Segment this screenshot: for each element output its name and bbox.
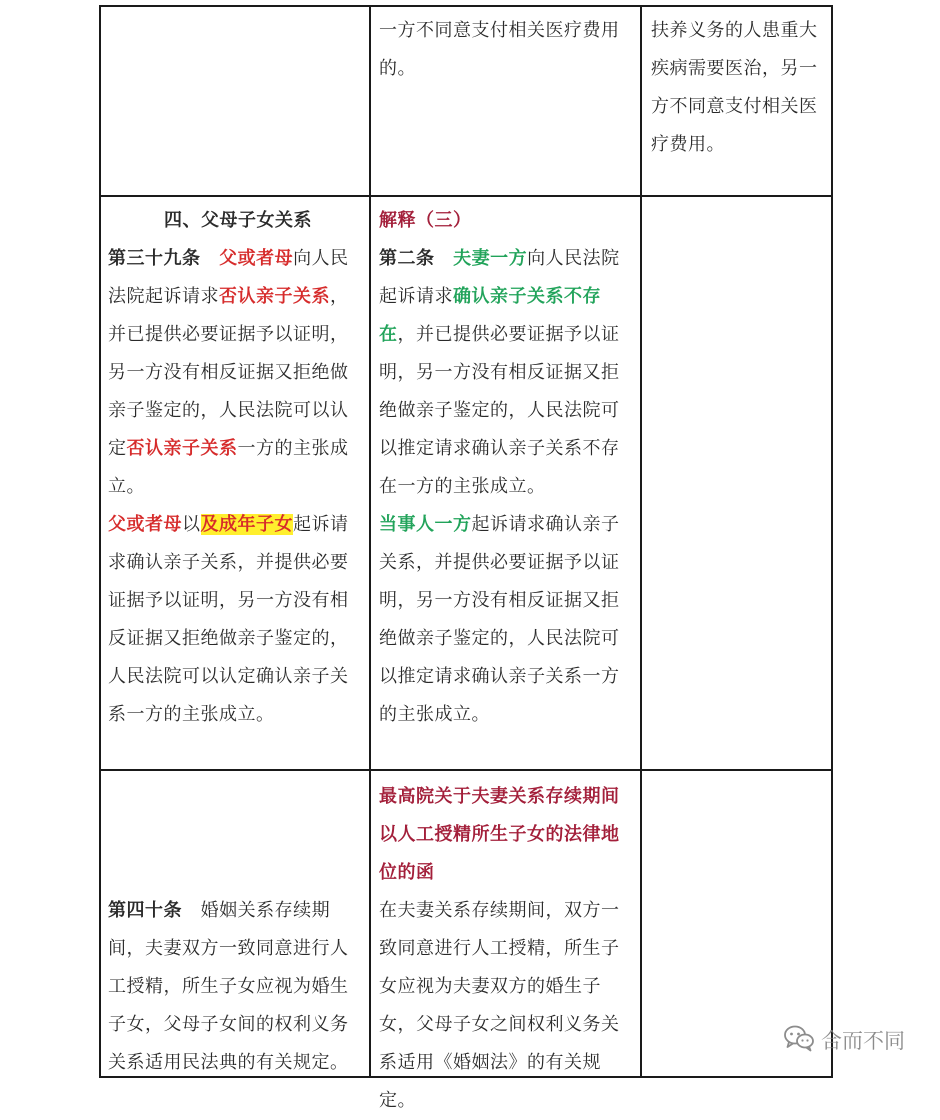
- text-line: 求确认亲子关系，并提供必要: [108, 552, 349, 573]
- text-span: 定: [108, 438, 127, 459]
- row1-col2-cell: [379, 12, 637, 88]
- text-span: 起诉请求: [379, 286, 453, 307]
- table-border-top: [99, 5, 833, 7]
- highlight-red: 父或者母: [219, 248, 294, 269]
- column-divider-1: [369, 5, 371, 1078]
- letter-title-line: 位的函: [379, 862, 435, 883]
- text-line: 亲子鉴定的，人民法院可以认: [108, 400, 349, 421]
- text-line: 明，另一方没有相反证据又拒: [379, 362, 620, 383]
- text-line: 致同意进行人工授精，所生子: [379, 938, 620, 959]
- column-divider-2: [640, 5, 642, 1078]
- text-line: 并已提供必要证据予以证明，: [108, 324, 349, 345]
- text-span: ，并已提供必要证据予以证: [397, 324, 620, 345]
- table-border-right: [831, 5, 833, 1078]
- article-39-label: 第三十九条: [108, 248, 201, 269]
- text-line: 绝做亲子鉴定的，人民法院可: [379, 400, 620, 421]
- comparison-table: [99, 5, 833, 1111]
- text-line: 以推定请求确认亲子关系不存: [379, 438, 620, 459]
- row-divider-2: [99, 769, 833, 771]
- text-line: 疾病需要医治，另一: [651, 58, 818, 79]
- text-line: 系一方的主张成立。: [108, 704, 275, 725]
- text-line: 的主张成立。: [379, 704, 490, 725]
- row-divider-1: [99, 195, 833, 197]
- text-line: 一方不同意支付相关医疗费用: [379, 20, 620, 41]
- text-span: 以: [182, 514, 201, 535]
- text-span: 一方的主张成: [237, 438, 349, 459]
- text-line: 人民法院可以认定确认亲子关: [108, 666, 349, 687]
- text-line: 方不同意支付相关医: [651, 96, 818, 117]
- highlight-yellow: 及成年子女: [200, 514, 293, 535]
- text-line: [108, 506, 368, 544]
- text-line: 的。: [379, 58, 416, 79]
- table-border-left: [99, 5, 101, 1078]
- text-line: 关系，并提供必要证据予以证: [379, 552, 620, 573]
- article-2-label: 第二条: [379, 248, 435, 269]
- text-line: [379, 316, 637, 354]
- text-line: 在一方的主张成立。: [379, 476, 546, 497]
- text-span: 向人民: [293, 248, 349, 269]
- text-span: 起诉请求确认亲子: [471, 514, 620, 535]
- highlight-red: 否认亲子关系: [219, 286, 330, 307]
- text-span: 婚姻关系存续期: [200, 900, 331, 921]
- text-span: ，: [330, 286, 349, 307]
- text-line: 以推定请求确认亲子关系一方: [379, 666, 620, 687]
- text-line: 在夫妻关系存续期间，双方一: [379, 900, 620, 921]
- highlight-green: 夫妻一方: [453, 248, 528, 269]
- text-line: 工授精，所生子女应视为婚生: [108, 976, 349, 997]
- text-line: 女应视为夫妻双方的婚生子: [379, 976, 601, 997]
- highlight-red: 父或者母: [108, 514, 182, 535]
- text-span: 法院起诉请求: [108, 286, 219, 307]
- row2-col2-cell: [379, 202, 637, 734]
- text-line: 另一方没有相反证据又拒绝做: [108, 362, 349, 383]
- letter-title-line: 最高院关于夫妻关系存续期间: [379, 786, 620, 807]
- text-line: 立。: [108, 476, 145, 497]
- text-line: 系适用《婚姻法》的有关规定。: [379, 1052, 601, 1111]
- text-span: 向人民法院: [527, 248, 620, 269]
- text-line: 明，另一方没有相反证据又拒: [379, 590, 620, 611]
- text-line: [108, 892, 368, 930]
- text-line: [108, 278, 368, 316]
- row2-col1-cell: [108, 202, 368, 734]
- text-line: 证据予以证明，另一方没有相: [108, 590, 349, 611]
- row3-col1-cell: [108, 892, 368, 1082]
- row1-col3-cell: [651, 12, 829, 164]
- text-line: 反证据又拒绝做亲子鉴定的，: [108, 628, 349, 649]
- text-line: 关系适用民法典的有关规定。: [108, 1052, 349, 1073]
- text-span: 起诉请: [293, 514, 349, 535]
- text-line: 女，父母子女之间权利义务关: [379, 1014, 620, 1035]
- text-line: [108, 430, 368, 468]
- row3-col2-cell: [379, 778, 637, 1120]
- text-line: [379, 506, 637, 544]
- wechat-icon: [783, 1024, 815, 1056]
- text-line: [379, 240, 637, 278]
- text-line: 子女，父母子女间的权利义务: [108, 1014, 349, 1035]
- interpretation-heading: 解释（三）: [379, 210, 472, 231]
- text-line: [108, 240, 368, 278]
- article-40-label: 第四十条: [108, 900, 182, 921]
- text-line: 间，夫妻双方一致同意进行人: [108, 938, 349, 959]
- text-line: 扶养义务的人患重大: [651, 20, 818, 41]
- text-line: 疗费用。: [651, 134, 725, 155]
- watermark: [783, 1022, 905, 1058]
- text-line: 绝做亲子鉴定的，人民法院可: [379, 628, 620, 649]
- section-heading: 四、父母子女关系: [164, 210, 312, 231]
- highlight-green: 在: [379, 324, 398, 345]
- highlight-green: 确认亲子关系不存: [453, 286, 601, 307]
- highlight-green: 当事人一方: [379, 514, 472, 535]
- watermark-text: 合而不同: [821, 1029, 905, 1053]
- letter-title-line: 以人工授精所生子女的法律地: [379, 824, 620, 845]
- highlight-red: 否认亲子关系: [126, 438, 238, 459]
- text-line: [379, 278, 637, 316]
